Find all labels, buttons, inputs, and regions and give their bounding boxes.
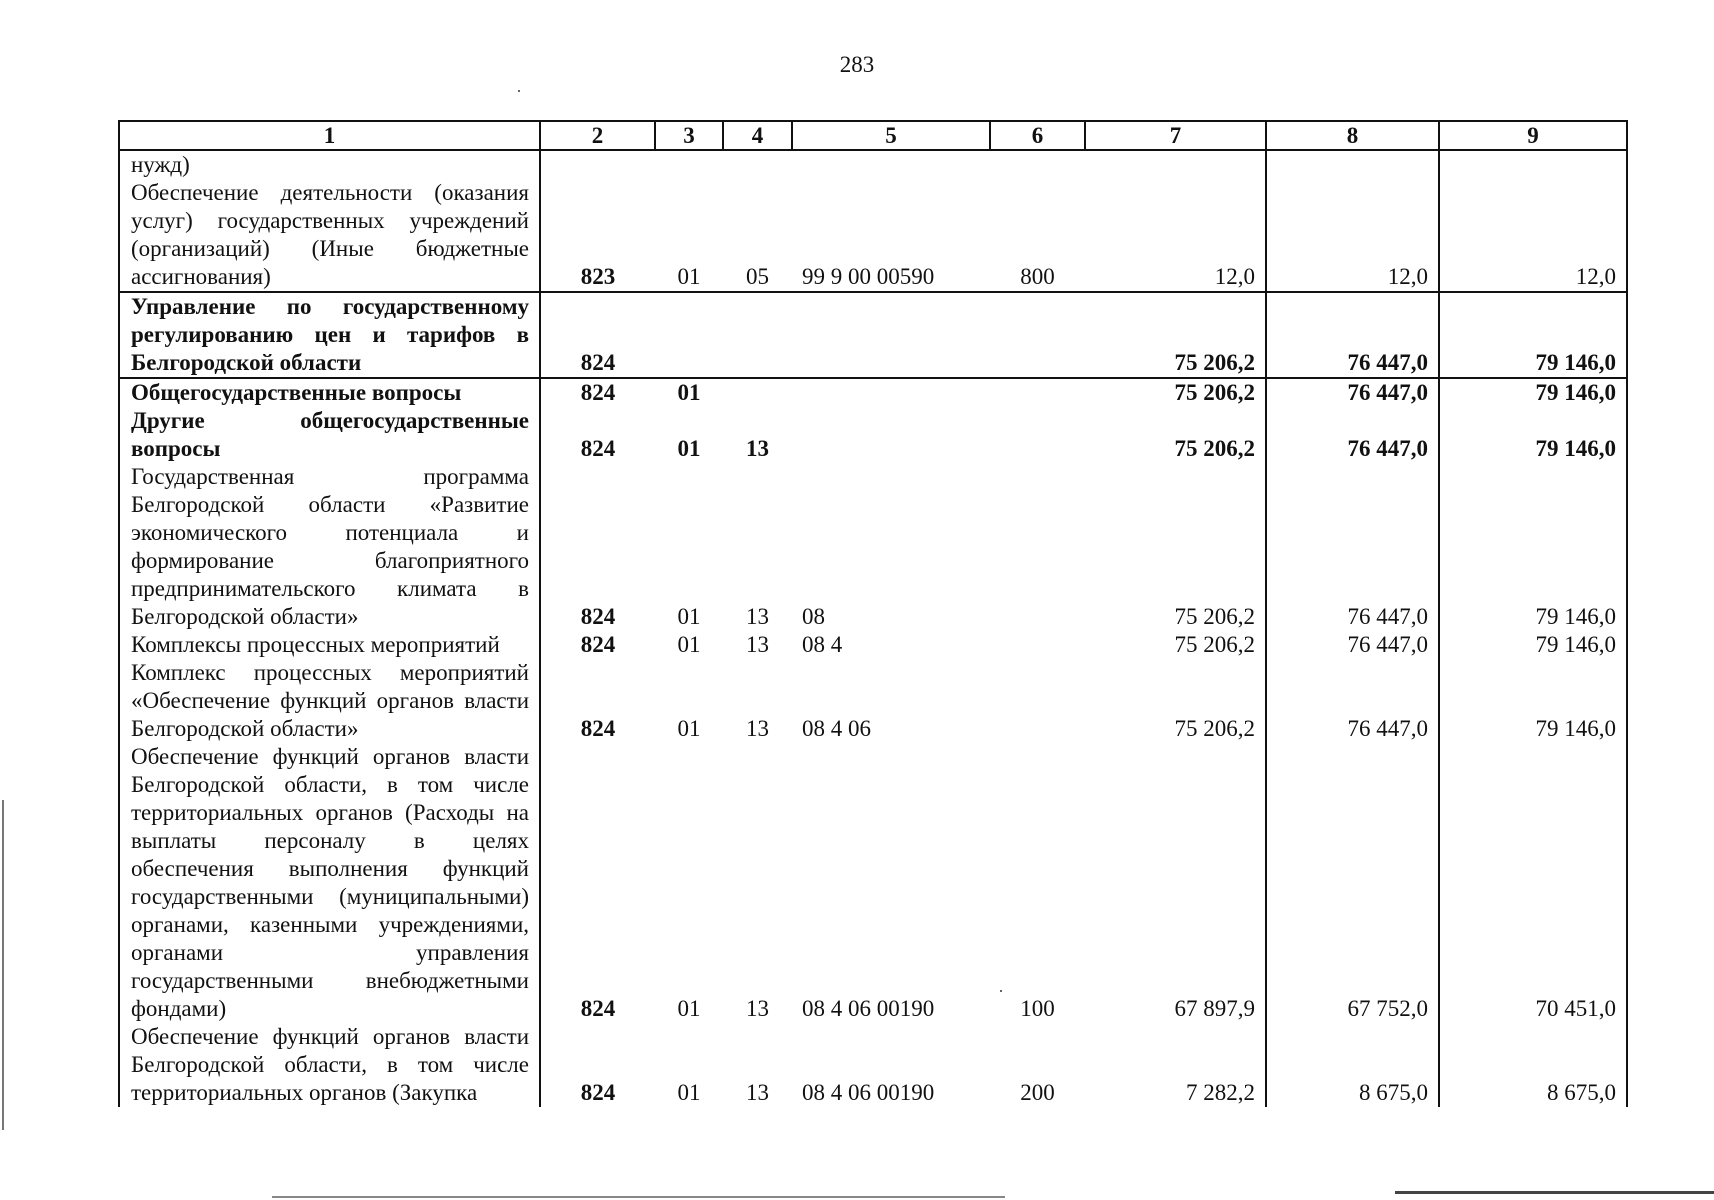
row-name: Комплексы процессных мероприятий	[119, 631, 540, 659]
row-csr: 99 9 00 00590	[792, 150, 990, 292]
row-value-2025: 76 447,0	[1266, 631, 1439, 659]
row-vr	[990, 292, 1085, 378]
row-ved: 824	[540, 1023, 655, 1107]
table-row	[119, 407, 1627, 463]
row-pr: 13	[746, 716, 769, 741]
row-rz	[655, 292, 723, 378]
row-name: Управление по государственному регулированию цен и тарифов в Белгородской области	[119, 292, 540, 378]
row-pr	[723, 292, 792, 378]
row-value-2024: 75 206,2	[1085, 463, 1266, 631]
row-ved: 824	[540, 292, 655, 378]
row-value-2024: 75 206,2	[1085, 631, 1266, 659]
row-ved: 824	[540, 659, 655, 743]
row-value-2026: 79 146,0	[1439, 463, 1627, 631]
row-value-2026: 79 146,0	[1439, 407, 1627, 463]
row-rz: 01	[677, 604, 701, 629]
row-vr	[990, 378, 1085, 407]
row-pr: 13	[746, 1080, 769, 1105]
row-ved: 824	[540, 378, 655, 407]
row-ved: 823	[540, 150, 655, 292]
table-row	[119, 292, 1627, 378]
row-value-2026: 79 146,0	[1439, 378, 1627, 407]
table-row	[119, 463, 1627, 631]
table-header	[119, 121, 1627, 150]
header-col-9: 9	[1439, 121, 1627, 150]
row-value-2024: 75 206,2	[1085, 292, 1266, 378]
row-value-2024: 75 206,2	[1085, 378, 1266, 407]
row-value-2024: 12,0	[1085, 150, 1266, 292]
row-pr: 13	[746, 996, 769, 1021]
row-rz: 01	[677, 436, 701, 461]
row-value-2025: 8 675,0	[1266, 1023, 1439, 1107]
table-row	[119, 743, 1627, 1023]
row-rz: 01	[677, 632, 701, 657]
row-value-2024: 75 206,2	[1085, 407, 1266, 463]
header-col-5: 5	[792, 121, 990, 150]
row-pr: 05	[723, 150, 792, 292]
row-vr: 100	[1020, 996, 1055, 1021]
row-pr: 13	[746, 436, 769, 461]
header-col-4: 4	[723, 121, 792, 150]
scan-speck	[518, 90, 520, 92]
table-row	[119, 631, 1627, 659]
scan-edge-bottom-right	[1395, 1191, 1714, 1194]
row-vr: 200	[1020, 1080, 1055, 1105]
header-row	[119, 121, 1627, 150]
row-pr	[723, 378, 792, 407]
row-value-2026: 8 675,0	[1439, 1023, 1627, 1107]
table-body	[119, 150, 1627, 1107]
row-csr: 08	[802, 604, 825, 629]
header-col-8: 8	[1266, 121, 1439, 150]
row-vr	[990, 463, 1085, 631]
row-vr	[990, 407, 1085, 463]
row-value-2024: 67 897,9	[1085, 743, 1266, 1023]
row-csr	[792, 378, 990, 407]
table-row	[119, 150, 1627, 292]
row-rz: 01	[655, 150, 723, 292]
row-rz: 01	[677, 1080, 701, 1105]
row-value-2025: 76 447,0	[1266, 659, 1439, 743]
row-ved: 824	[540, 743, 655, 1023]
row-name: Обеспечение функций органов власти Белгородской области, в том числе территориальных органов (Закупка	[119, 1023, 540, 1107]
row-pr: 13	[746, 604, 769, 629]
row-value-2025: 76 447,0	[1266, 292, 1439, 378]
table-row	[119, 659, 1627, 743]
row-vr	[990, 631, 1085, 659]
row-csr: 08 4	[802, 632, 843, 657]
row-ved: 824	[540, 463, 655, 631]
row-value-2026: 79 146,0	[1439, 631, 1627, 659]
scan-speck	[1000, 990, 1002, 992]
row-rz: 01	[677, 996, 701, 1021]
header-col-2: 2	[540, 121, 655, 150]
row-ved: 824	[540, 407, 655, 463]
table-row	[119, 1023, 1627, 1107]
budget-table	[118, 120, 1628, 1107]
row-name: Обеспечение функций органов власти Белгородской области, в том числе территориальных органов (Расходы на выплаты персоналу в целях обеспечения выполнения функций государственными (муниципальными) органами, казенными учреждениями, органами управления государственными внебюджетными фондами)	[119, 743, 540, 1023]
row-value-2024: 7 282,2	[1085, 1023, 1266, 1107]
row-value-2026: 12,0	[1439, 150, 1627, 292]
row-name: Общегосударственные вопросы	[119, 378, 540, 407]
row-name: Государственная программа Белгородской области «Развитие экономического потенциала и формирование благоприятного предпринимательского климата в Белгородской области»	[119, 463, 540, 631]
row-csr: 08 4 06 00190	[802, 1080, 935, 1105]
row-vr	[990, 659, 1085, 743]
table-row	[119, 378, 1627, 407]
page-number: 283	[839, 52, 875, 77]
row-csr: 08 4 06	[802, 716, 871, 741]
row-csr	[792, 292, 990, 378]
row-value-2025: 67 752,0	[1266, 743, 1439, 1023]
header-col-7: 7	[1085, 121, 1266, 150]
header-col-6: 6	[990, 121, 1085, 150]
row-csr	[792, 407, 990, 463]
row-name: нужд) Обеспечение деятельности (оказания услуг) государственных учреждений (организаций) (Иные бюджетные ассигнования)	[119, 150, 540, 292]
row-value-2025: 12,0	[1266, 150, 1439, 292]
row-value-2025: 76 447,0	[1266, 407, 1439, 463]
row-rz: 01	[677, 716, 701, 741]
row-value-2024: 75 206,2	[1085, 659, 1266, 743]
header-col-3: 3	[655, 121, 723, 150]
scan-edge-left	[2, 800, 4, 1130]
row-vr: 800	[990, 150, 1085, 292]
row-value-2026: 70 451,0	[1439, 743, 1627, 1023]
row-value-2026: 79 146,0	[1439, 659, 1627, 743]
row-value-2026: 79 146,0	[1439, 292, 1627, 378]
row-pr: 13	[746, 632, 769, 657]
row-value-2025: 76 447,0	[1266, 378, 1439, 407]
row-ved: 824	[540, 631, 655, 659]
scan-edge-bottom	[272, 1196, 1005, 1198]
row-name: Другие общегосударственные вопросы	[119, 407, 540, 463]
row-value-2025: 76 447,0	[1266, 463, 1439, 631]
row-rz: 01	[677, 380, 701, 405]
header-col-1: 1	[119, 121, 540, 150]
row-name: Комплекс процессных мероприятий «Обеспечение функций органов власти Белгородской области»	[119, 659, 540, 743]
row-csr: 08 4 06 00190	[802, 996, 935, 1021]
